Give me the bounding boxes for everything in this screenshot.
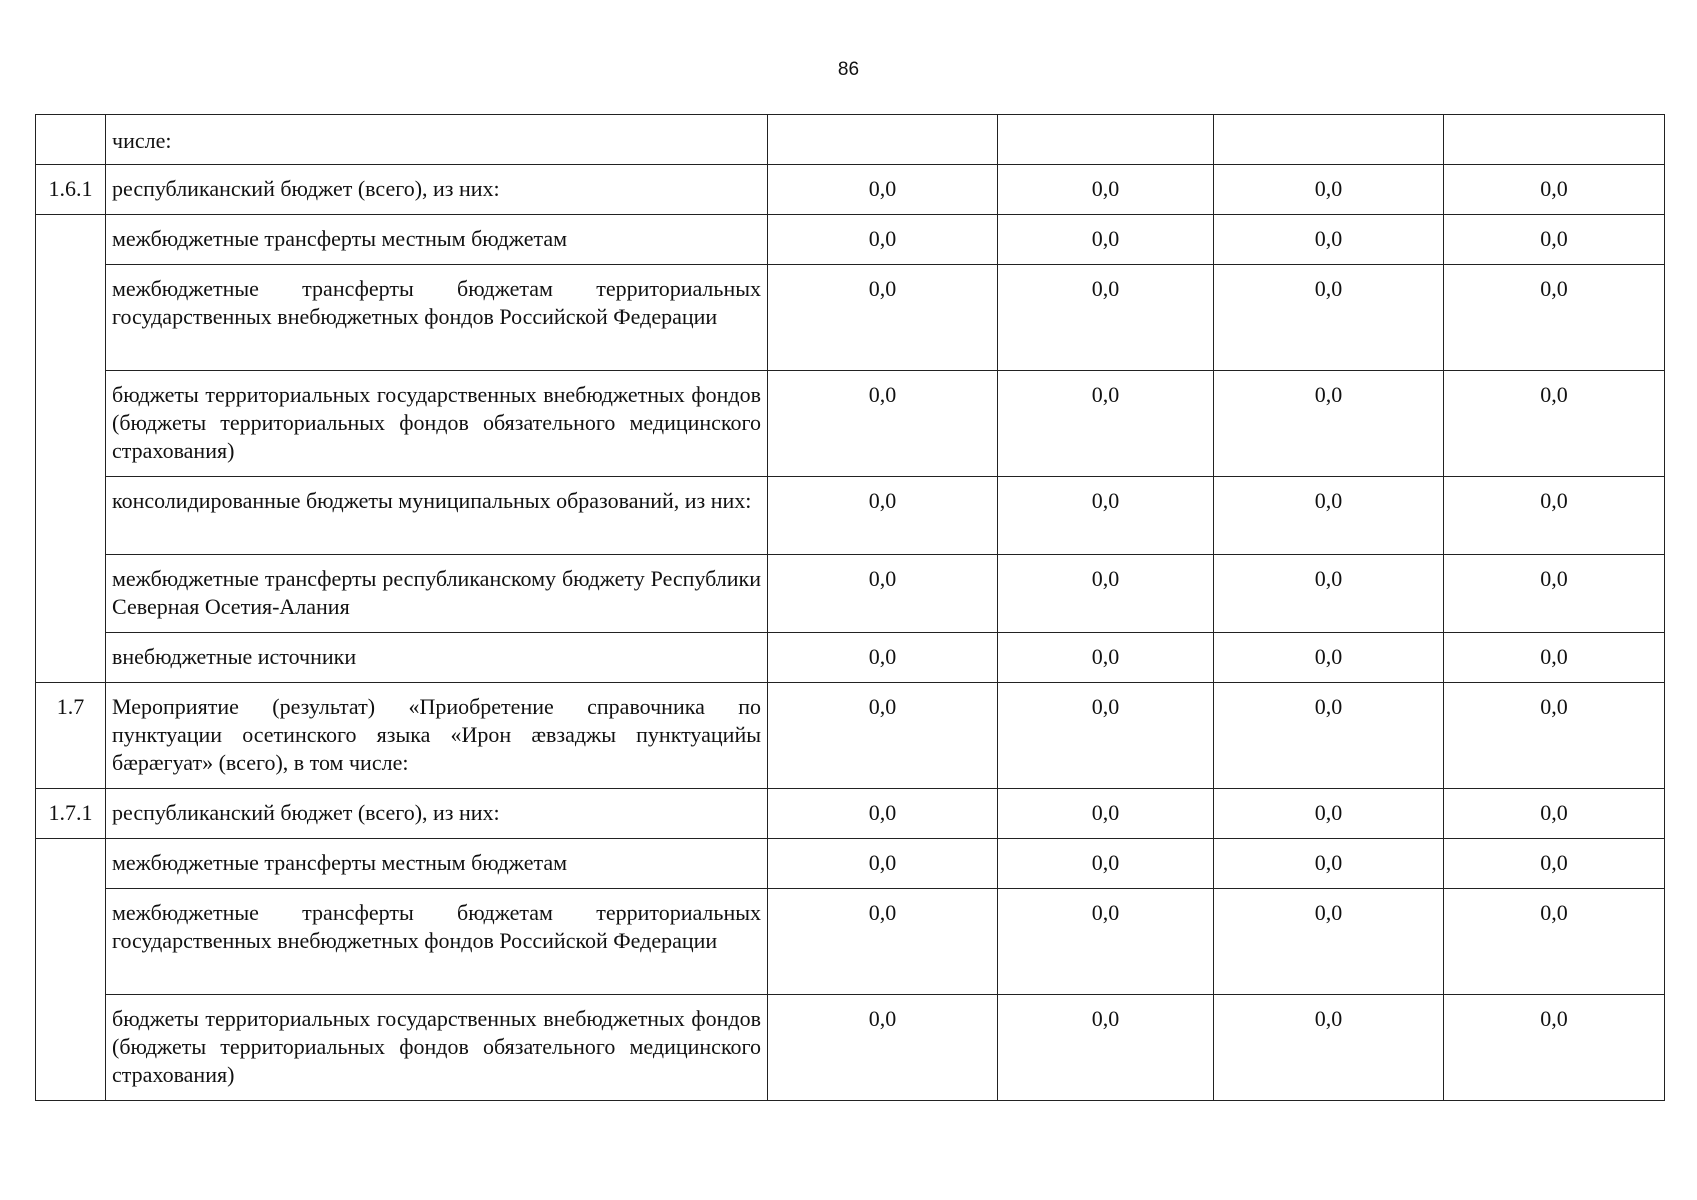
table-row (36, 115, 1665, 165)
value-cell: 0,0 (1214, 789, 1444, 839)
value-cell: 0,0 (768, 789, 998, 839)
value-cell: 0,0 (1444, 165, 1665, 215)
value-cell: 0,0 (1444, 555, 1665, 633)
row-description-cell: республиканский бюджет (всего), из них: (106, 165, 768, 215)
value-cell: 0,0 (1214, 215, 1444, 265)
value-cell: 0,0 (1214, 265, 1444, 371)
table-row (36, 477, 1665, 555)
row-number-cell: 1.7.1 (36, 789, 106, 839)
value-cell: 0,0 (998, 789, 1214, 839)
row-description-cell: числе: (106, 115, 768, 165)
row-number-cell (36, 115, 106, 165)
value-cell: 0,0 (998, 215, 1214, 265)
table-row (36, 215, 1665, 265)
value-cell: 0,0 (1214, 683, 1444, 789)
value-cell: 0,0 (1214, 165, 1444, 215)
budget-table (35, 114, 1665, 1101)
row-description-cell: межбюджетные трансферты бюджетам территориальных государственных внебюджетных фондов Российской Федерации (106, 889, 768, 995)
value-cell: 0,0 (1214, 889, 1444, 995)
value-cell: 0,0 (998, 683, 1214, 789)
row-description-cell: межбюджетные трансферты местным бюджетам (106, 215, 768, 265)
value-cell: 0,0 (998, 555, 1214, 633)
value-cell: 0,0 (1444, 371, 1665, 477)
value-cell: 0,0 (998, 889, 1214, 995)
table-row (36, 683, 1665, 789)
value-cell: 0,0 (1444, 265, 1665, 371)
table-row (36, 265, 1665, 371)
table-row (36, 789, 1665, 839)
value-cell: 0,0 (1214, 477, 1444, 555)
table-row (36, 371, 1665, 477)
value-cell: 0,0 (768, 555, 998, 633)
row-description-cell: бюджеты территориальных государственных внебюджетных фондов (бюджеты территориальных фондов обязательного медицинского страхования) (106, 371, 768, 477)
value-cell: 0,0 (768, 215, 998, 265)
row-number-cell: 1.7 (36, 683, 106, 789)
value-cell: 0,0 (998, 839, 1214, 889)
value-cell: 0,0 (768, 371, 998, 477)
row-number-cell (36, 215, 106, 683)
table-row (36, 839, 1665, 889)
value-cell: 0,0 (1444, 633, 1665, 683)
value-cell: 0,0 (998, 477, 1214, 555)
value-cell: 0,0 (998, 265, 1214, 371)
value-cell: 0,0 (998, 371, 1214, 477)
value-cell (1444, 115, 1665, 165)
value-cell: 0,0 (768, 633, 998, 683)
value-cell: 0,0 (998, 165, 1214, 215)
value-cell: 0,0 (1214, 555, 1444, 633)
value-cell: 0,0 (1444, 995, 1665, 1101)
value-cell: 0,0 (998, 995, 1214, 1101)
value-cell: 0,0 (998, 633, 1214, 683)
row-number-cell (36, 839, 106, 1101)
value-cell: 0,0 (768, 683, 998, 789)
value-cell: 0,0 (1444, 889, 1665, 995)
value-cell (768, 115, 998, 165)
value-cell: 0,0 (768, 165, 998, 215)
row-description-cell: республиканский бюджет (всего), из них: (106, 789, 768, 839)
page-number: 86 (837, 59, 860, 80)
value-cell: 0,0 (1444, 789, 1665, 839)
value-cell: 0,0 (1444, 215, 1665, 265)
value-cell: 0,0 (1214, 995, 1444, 1101)
row-number-cell: 1.6.1 (36, 165, 106, 215)
value-cell: 0,0 (1214, 839, 1444, 889)
row-description-cell: межбюджетные трансферты бюджетам территориальных государственных внебюджетных фондов Российской Федерации (106, 265, 768, 371)
value-cell (998, 115, 1214, 165)
value-cell: 0,0 (768, 889, 998, 995)
value-cell: 0,0 (1444, 683, 1665, 789)
row-description-cell: бюджеты территориальных государственных внебюджетных фондов (бюджеты территориальных фондов обязательного медицинского страхования) (106, 995, 768, 1101)
row-description-cell: внебюджетные источники (106, 633, 768, 683)
value-cell: 0,0 (768, 477, 998, 555)
value-cell: 0,0 (1214, 633, 1444, 683)
table-row (36, 633, 1665, 683)
value-cell: 0,0 (1444, 839, 1665, 889)
value-cell (1214, 115, 1444, 165)
table-row (36, 555, 1665, 633)
value-cell: 0,0 (1444, 477, 1665, 555)
row-description-cell: межбюджетные трансферты местным бюджетам (106, 839, 768, 889)
value-cell: 0,0 (1214, 371, 1444, 477)
row-description-cell: Мероприятие (результат) «Приобретение справочника по пунктуации осетинского языка «Ирон æвзаджы пунктуацийы бæрæгуат» (всего), в том числе: (106, 683, 768, 789)
value-cell: 0,0 (768, 995, 998, 1101)
row-description-cell: межбюджетные трансферты республиканскому бюджету Республики Северная Осетия-Алания (106, 555, 768, 633)
row-description-cell: консолидированные бюджеты муниципальных образований, из них: (106, 477, 768, 555)
table-row (36, 165, 1665, 215)
table-row (36, 995, 1665, 1101)
table-row (36, 889, 1665, 995)
value-cell: 0,0 (768, 839, 998, 889)
value-cell: 0,0 (768, 265, 998, 371)
